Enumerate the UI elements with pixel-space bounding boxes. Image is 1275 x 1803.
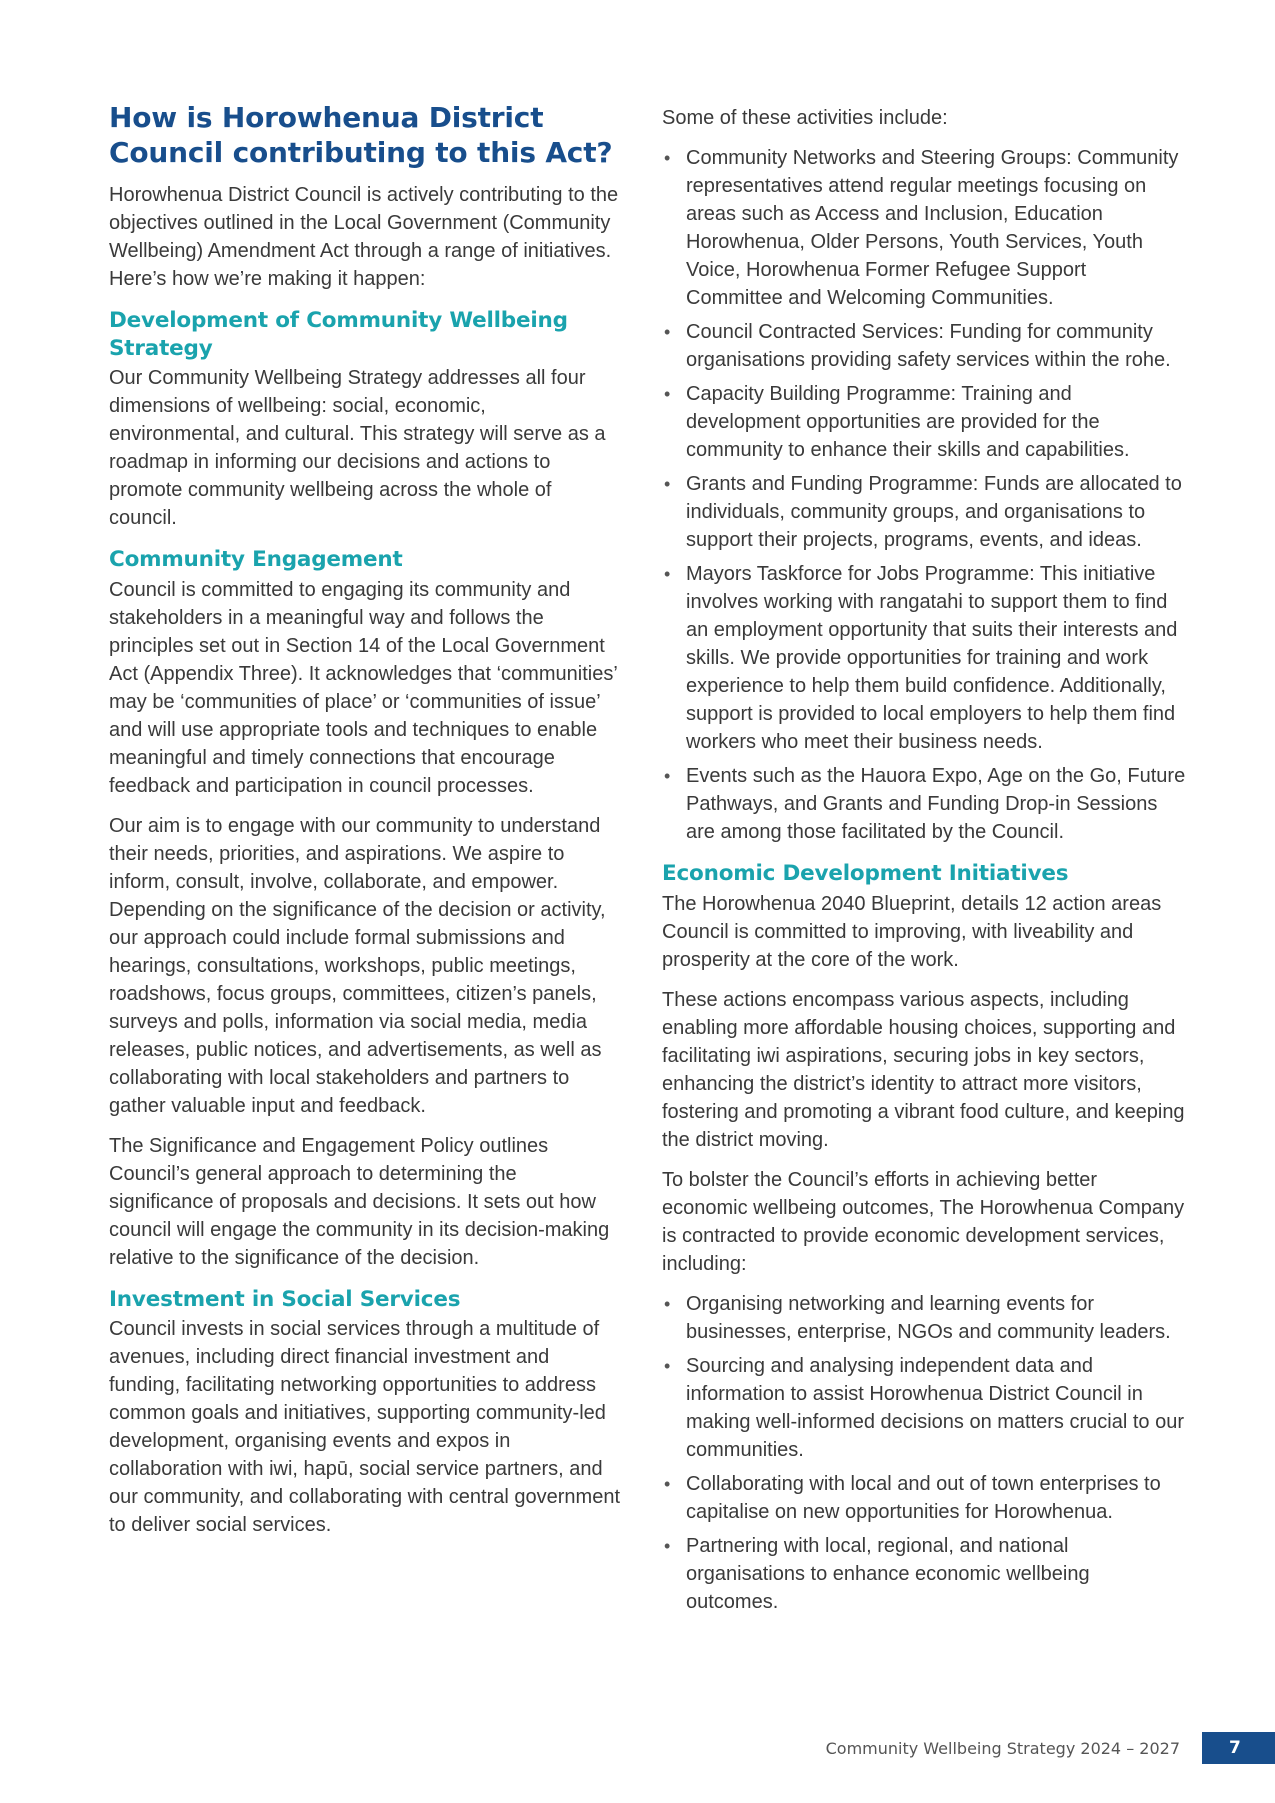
- list-item: • Sourcing and analysing independent data and information to assist Horowhenua District Council in making well-informed decisions on matters crucial to our communities.: [662, 1352, 1187, 1464]
- engagement-paragraph-2: Our aim is to engage with our community to understand their needs, priorities, and aspirations. We aspire to inform, consult, involve, collaborate, and empower. Depending on the significance of the decision or activity, our approach could include formal submissions and hearings, consultations, workshops, public meetings, roadshows, focus groups, committees, citizen’s panels, surveys and polls, information via social media, media releases, public notices, and advertisements, as well as collaborating with local stakeholders and partners to gather valuable input and feedback.: [109, 814, 606, 1117]
- investment-heading: Investment in Social Services: [109, 1286, 461, 1312]
- list-item: • Events such as the Hauora Expo, Age on the Go, Future Pathways, and Grants and Funding Drop-in Sessions are among those facilitated by the Council.: [662, 762, 1187, 846]
- engagement-section: [109, 546, 621, 1272]
- list-item: • Organising networking and learning events for businesses, enterprise, NGOs and community leaders.: [662, 1290, 1187, 1346]
- engagement-paragraph-3: The Significance and Engagement Policy outlines Council’s general approach to determining the significance of proposals and decisions. It sets out how council will engage the community in its decision-making relative to the significance of the decision.: [109, 1134, 610, 1269]
- development-section: [109, 307, 621, 532]
- bullet-icon: •: [664, 474, 671, 494]
- bullet-icon: •: [664, 322, 671, 342]
- development-heading: Development of Community Wellbeing Strategy: [109, 308, 568, 361]
- engagement-paragraph-1: Council is committed to engaging its community and stakeholders in a meaningful way and follows the principles set out in Section 14 of the Local Government Act (Appendix Three). It acknowledges that ‘communities’ may be ‘communities of place’ or ‘communities of issue’ and will use appropriate tools and techniques to enable meaningful and timely connections that encourage feedback and participation in council processes.: [109, 578, 618, 797]
- bullet-icon: •: [664, 1535, 671, 1556]
- economic-paragraph-1: The Horowhenua 2040 Blueprint, details 12 action areas Council is committed to improving, with liveability and prosperity at the core of the work.: [662, 892, 1162, 971]
- bullet-icon: •: [664, 766, 671, 786]
- development-paragraph: Our Community Wellbeing Strategy addresses all four dimensions of wellbeing: social, economic, environmental, and cultural. This strategy will serve as a roadmap in informing our decisions and actions to promote community wellbeing across the whole of council.: [109, 367, 606, 529]
- bullet-icon: •: [664, 1473, 671, 1494]
- bullet-icon: •: [664, 148, 671, 168]
- economic-paragraph-2: These actions encompass various aspects, including enabling more affordable housing choices, supporting and facilitating iwi aspirations, securing jobs in key sectors, enhancing the district’s identity to attract more visitors, fostering and promoting a vibrant food culture, and keeping the district moving.: [662, 988, 1185, 1151]
- services-list: [662, 1290, 1187, 1616]
- list-item: • Grants and Funding Programme: Funds are allocated to individuals, community groups, and organisations to support their projects, programs, events, and ideas.: [662, 470, 1187, 554]
- footer-title: Community Wellbeing Strategy 2024 – 2027: [825, 1738, 1180, 1758]
- list-item: • Council Contracted Services: Funding for community organisations providing safety services within the rohe.: [662, 318, 1187, 374]
- left-column: [109, 100, 621, 1551]
- intro-paragraph: Horowhenua District Council is actively contributing to the objectives outlined in the Local Government (Community Wellbeing) Amendment Act through a range of initiatives. Here’s how we’re making it happen:: [109, 184, 619, 290]
- list-item: • Collaborating with local and out of town enterprises to capitalise on new opportunities for Horowhenua.: [662, 1470, 1187, 1526]
- engagement-heading: Community Engagement: [109, 547, 403, 572]
- bullet-icon: •: [664, 564, 671, 584]
- list-item: • Community Networks and Steering Groups: Community representatives attend regular meetings focusing on areas such as Access and Inclusion, Education Horowhenua, Older Persons, Youth Services, Youth Voice, Horowhenua Former Refugee Support Committee and Welcoming Communities.: [662, 144, 1187, 312]
- investment-paragraph: Council invests in social services through a multitude of avenues, including direct financial investment and funding, facilitating networking opportunities to address common goals and initiatives, supporting community-led development, organising events and expos in collaboration with iwi, hapū, social service partners, and our community, and collaborating with central government to deliver social services.: [109, 1318, 620, 1536]
- page-number: 7: [1202, 1732, 1275, 1764]
- right-column: [662, 104, 1187, 1628]
- list-item: • Mayors Taskforce for Jobs Programme: This initiative involves working with rangatahi to support them to find an employment opportunity that suits their interests and skills. We provide opportunities for training and work experience to help them build confidence. Additionally, support is provided to local employers to help them find workers who meet their business needs.: [662, 560, 1187, 756]
- bullet-icon: •: [664, 384, 671, 404]
- list-item: • Capacity Building Programme: Training and development opportunities are provided for the community to enhance their skills and capabilities.: [662, 380, 1187, 464]
- page-heading: How is Horowhenua District Council contributing to this Act?: [109, 101, 613, 169]
- investment-section: [109, 1286, 621, 1540]
- bullet-icon: •: [664, 1293, 671, 1314]
- list-item: • Partnering with local, regional, and national organisations to enhance economic wellbeing outcomes.: [662, 1532, 1187, 1616]
- economic-heading: Economic Development Initiatives: [662, 861, 1069, 886]
- economic-paragraph-3: To bolster the Council’s efforts in achieving better economic wellbeing outcomes, The Horowhenua Company is contracted to provide economic development services, including:: [662, 1168, 1185, 1275]
- activities-intro: Some of these activities include:: [662, 107, 948, 129]
- activities-list: [662, 144, 1187, 846]
- page-footer: [826, 1732, 1275, 1764]
- bullet-icon: •: [664, 1355, 671, 1376]
- economic-section: [662, 860, 1187, 1616]
